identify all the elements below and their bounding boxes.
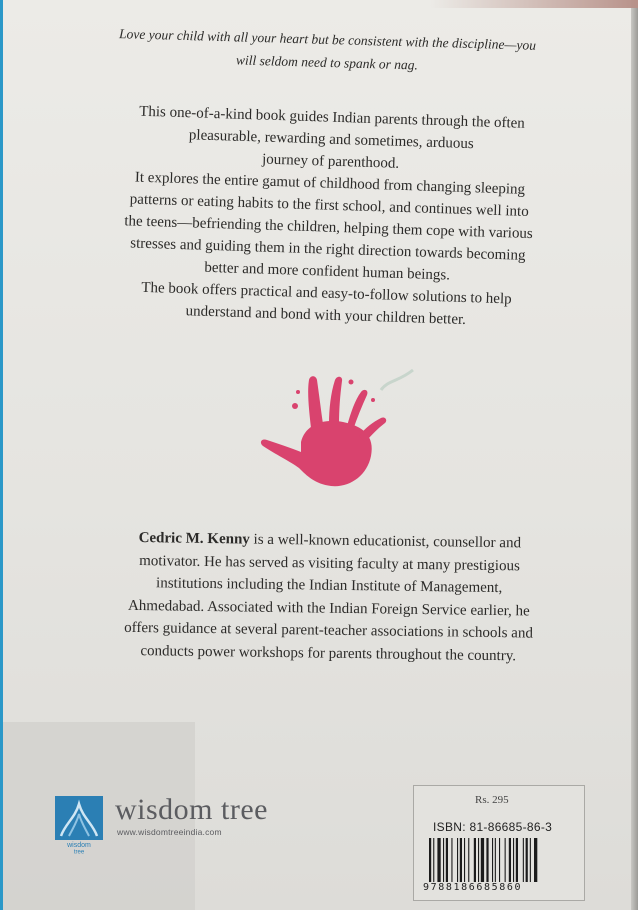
price-label: Rs. 295 (475, 794, 509, 806)
logo-caption-2: tree (73, 849, 85, 854)
book-blurb (48, 98, 610, 335)
barcode-icon (428, 838, 570, 882)
handprint-illustration (253, 370, 403, 500)
blurb-line: pleasurable, rewarding and sometimes, arduous (188, 127, 474, 153)
bio-line: Ahmedabad. Associated with the Indian Foreign Service earlier, he (127, 597, 530, 619)
bio-line: institutions including the Indian Institute of Management, (155, 575, 503, 597)
blurb-line: understand and bond with your children better. (185, 303, 467, 329)
author-bio (63, 526, 595, 668)
blurb-line: the teens—befriending the children, helping them cope with various (124, 213, 534, 243)
logo-caption-1: wisdom (67, 842, 91, 849)
quote-line-2: will seldom need to spank or nag. (235, 52, 419, 73)
barcode-number: 9788186685860 (423, 882, 523, 893)
publisher-url: www.wisdomtreeindia.com (117, 827, 222, 837)
cover-quote (42, 20, 613, 82)
blurb-line: patterns or eating habits to the first school, and continues well into (129, 191, 529, 220)
bio-line: motivator. He has served as visiting faculty at many prestigious (139, 552, 520, 574)
bio-line: offers guidance at several parent-teacher associations in schools and (124, 619, 534, 642)
bio-line-1-rest: is a well-known educationist, counsellor and (249, 531, 522, 552)
blurb-line: journey of parenthood. (261, 151, 400, 172)
blurb-line: The book offers practical and easy-to-follow solutions to help (141, 279, 512, 308)
blurb-paragraph-2 (49, 164, 607, 291)
wisdom-tree-logo-icon (55, 796, 103, 854)
scan-edge-top (430, 0, 638, 8)
blurb-line: This one-of-a-kind book guides Indian parents through the often (138, 103, 526, 132)
book-back-cover (3, 0, 631, 910)
blurb-line: It explores the entire gamut of childhood from changing sleeping (134, 169, 526, 198)
publisher-name: wisdom tree (115, 793, 268, 826)
blurb-line: stresses and guiding them in the right direction towards becoming (130, 235, 526, 264)
isbn-label: ISBN: 81-86685-86-3 (433, 820, 553, 834)
author-name: Cedric M. Kenny (138, 530, 250, 548)
bio-line: conducts power workshops for parents throughout the country. (140, 642, 517, 664)
blurb-line: better and more confident human beings. (204, 259, 451, 284)
quote-line-1: Love your child with all your heart but be consistent with the discipline—you (118, 26, 537, 53)
scan-edge-right (631, 0, 638, 910)
